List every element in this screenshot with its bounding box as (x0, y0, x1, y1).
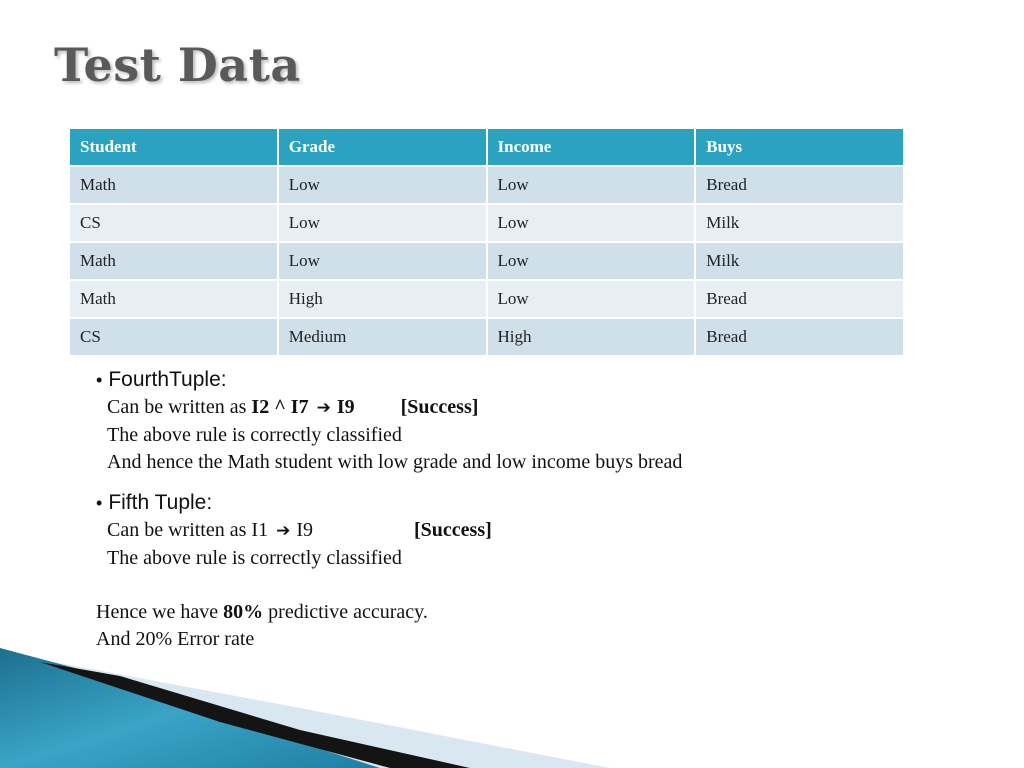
fourth-rule-consequent: I9 (336, 396, 355, 418)
column-header-income: Income (487, 128, 696, 166)
cell-buys: Bread (695, 280, 904, 318)
cell-income: Low (487, 166, 696, 204)
column-header-grade: Grade (278, 128, 487, 166)
accuracy-value: 80% (223, 601, 264, 623)
fourth-tuple-label: FourthTuple (108, 368, 221, 391)
fourth-tuple-colon: : (220, 368, 227, 391)
fourth-classified-line: The above rule is correctly classified (107, 424, 402, 446)
cell-student: CS (69, 204, 278, 242)
cell-buys: Bread (695, 166, 904, 204)
cell-income: Low (487, 204, 696, 242)
cell-student: Math (69, 280, 278, 318)
error-rate-line: And 20% Error rate (96, 628, 255, 650)
arrow-right-icon: ➔ (316, 398, 331, 418)
cell-student: Math (69, 242, 278, 280)
fifth-tuple-label: Fifth Tuple (108, 491, 207, 514)
cell-income: High (487, 318, 696, 356)
slide-title: Test Data (54, 38, 301, 92)
fourth-rule-antecedent: I2 ^ I7 (251, 396, 309, 418)
cell-student: CS (69, 318, 278, 356)
cell-income: Low (487, 280, 696, 318)
cell-grade: Low (278, 242, 487, 280)
fourth-rule-prefix: Can be written as (107, 396, 247, 418)
fourth-status-badge: [Success] (400, 396, 479, 418)
fifth-status-badge: [Success] (414, 519, 492, 541)
cell-buys: Bread (695, 318, 904, 356)
fifth-rule-prefix: Can be written as (107, 519, 247, 541)
cell-grade: Medium (278, 318, 487, 356)
bullet-dot-icon: • (96, 493, 103, 513)
bullet-dot-icon: • (96, 370, 103, 390)
cell-income: Low (487, 242, 696, 280)
fifth-tuple-colon: : (206, 491, 213, 514)
accuracy-suffix: predictive accuracy. (268, 601, 428, 623)
fifth-classified-line: The above rule is correctly classified (107, 547, 402, 569)
cell-grade: High (278, 280, 487, 318)
accuracy-prefix: Hence we have (96, 601, 219, 623)
cell-buys: Milk (695, 204, 904, 242)
cell-student: Math (69, 166, 278, 204)
column-header-student: Student (69, 128, 278, 166)
fourth-conclusion-line: And hence the Math student with low grade and low income buys bread (107, 451, 683, 473)
cell-grade: Low (278, 166, 487, 204)
cell-grade: Low (278, 204, 487, 242)
cell-buys: Milk (695, 242, 904, 280)
fifth-rule-antecedent: I1 (251, 519, 269, 541)
arrow-right-icon: ➔ (276, 521, 291, 541)
column-header-buys: Buys (695, 128, 904, 166)
fifth-rule-consequent: I9 (296, 519, 313, 541)
